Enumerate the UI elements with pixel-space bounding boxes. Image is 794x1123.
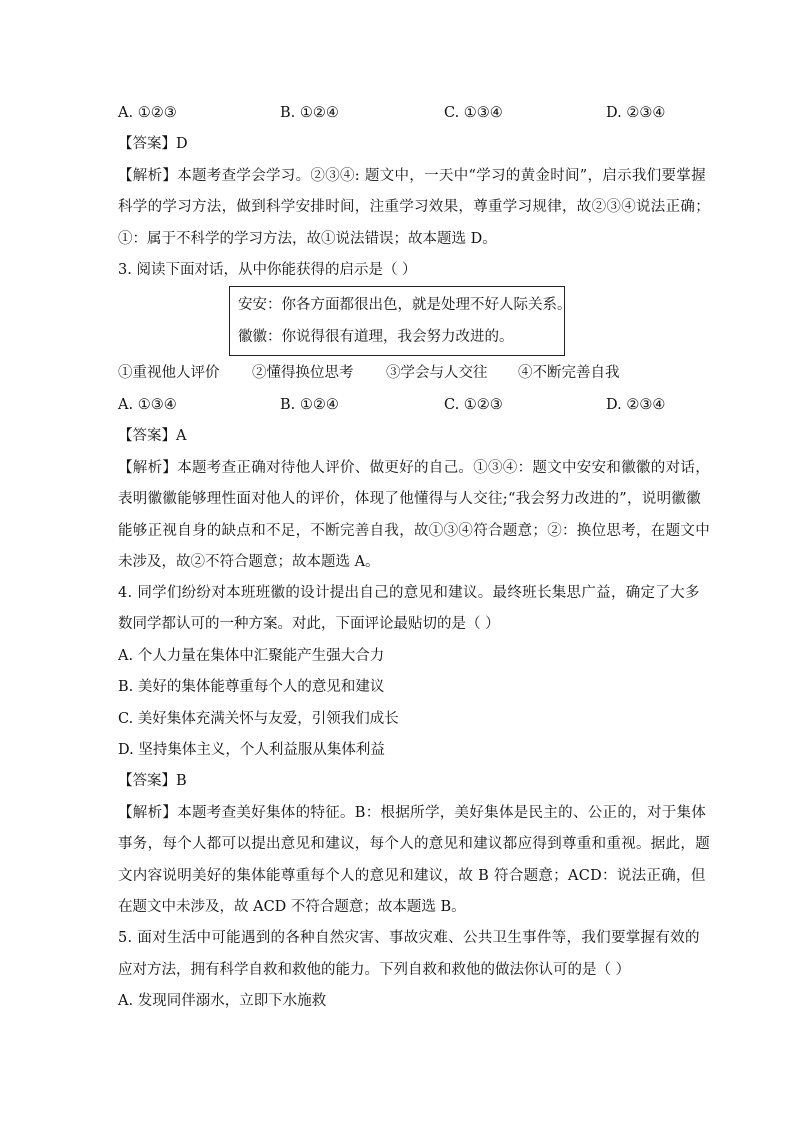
q3-option-a: A. ①③④ — [118, 397, 177, 413]
q4-analysis-line: 【解析】本题考查美好集体的特征。B：根据所学，美好集体是民主的、公正的，对于集体 — [118, 805, 707, 821]
q3-item: ④不断完善自我 — [518, 365, 620, 381]
q3-analysis-line: 未涉及，故②不符合题意；故本题选 A。 — [118, 554, 380, 570]
q4-stem-line: 4. 同学们纷纷对本班班徽的设计提出自己的意见和建议。最终班长集思广益，确定了大多 — [118, 585, 700, 601]
q2-answer: 【答案】D — [118, 136, 188, 152]
q3-item: ②懂得换位思考 — [252, 365, 354, 381]
q4-option-a: A. 个人力量在集体中汇聚能产生强大合力 — [118, 648, 385, 664]
q2-analysis-line: ①：属于不科学的学习方法，故①说法错误；故本题选 D。 — [118, 231, 497, 247]
q2-option-b: B. ①②④ — [280, 105, 339, 121]
q3-stem: 3. 阅读下面对话，从中你能获得的启示是（ ） — [118, 262, 417, 278]
q5-option-a: A. 发现同伴溺水，立即下水施救 — [118, 993, 327, 1009]
q2-analysis-line: 科学的学习方法，做到科学安排时间，注重学习效果，尊重学习规律，故②③④说法正确； — [118, 199, 710, 215]
q3-option-d: D. ②③④ — [606, 397, 666, 413]
q4-stem-line: 数同学都认可的一种方案。对此，下面评论最贴切的是（ ） — [118, 616, 500, 632]
q4-option-c: C. 美好集体充满关怀与友爱，引领我们成长 — [118, 711, 399, 727]
q2-option-a: A. ①②③ — [118, 105, 177, 121]
q3-dialogue-box — [229, 286, 572, 356]
q4-analysis-line: 文内容说明美好的集体能尊重每个人的意见和建议，故 B 符合题意；ACD：说法正确，但 — [118, 868, 706, 884]
q3-option-c: C. ①②③ — [444, 397, 503, 413]
q3-options — [118, 395, 678, 415]
q4-analysis-line: 事务，每个人都可以提出意见和建议，每个人的意见和建议都应得到尊重和重视。据此，题 — [118, 836, 710, 852]
q4-option-d: D. 坚持集体主义，个人利益服从集体利益 — [118, 742, 385, 758]
q3-option-b: B. ①②④ — [280, 397, 339, 413]
q3-dialogue-line: 安安：你各方面都很出色，就是处理不好人际关系。 — [238, 297, 572, 313]
q5-stem-line: 5. 面对生活中可能遇到的各种自然灾害、事故灾难、公共卫生事件等，我们要掌握有效的 — [118, 930, 700, 946]
q3-analysis-line: 能够正视自身的缺点和不足，不断完善自我，故①③④符合题意；②：换位思考，在题文中 — [118, 523, 710, 539]
q4-analysis-line: 在题文中未涉及，故 ACD 不符合题意；故本题选 B。 — [118, 899, 466, 915]
q3-item: ③学会与人交往 — [386, 365, 488, 381]
q2-analysis-line: 【解析】本题考查学会学习。②③④: 题文中，一天中“学习的黄金时间”，启示我们要掌握 — [118, 168, 706, 184]
q4-answer: 【答案】B — [118, 773, 187, 789]
q3-dialogue-line: 徽徽：你说得很有道理，我会努力改进的。 — [238, 329, 514, 345]
q5-stem-line: 应对方法，拥有科学自救和救他的能力。下列自救和救他的做法你认可的是（ ） — [118, 962, 631, 978]
q2-option-c: C. ①③④ — [444, 105, 503, 121]
q2-option-d: D. ②③④ — [606, 105, 666, 121]
q3-item: ①重视他人评价 — [118, 365, 220, 381]
q2-options — [118, 103, 678, 123]
q3-analysis-line: 【解析】本题考查正确对待他人评价、做更好的自己。①③④：题文中安安和徽徽的对话， — [118, 460, 710, 476]
q4-option-b: B. 美好的集体能尊重每个人的意见和建议 — [118, 679, 385, 695]
q3-answer: 【答案】A — [118, 428, 187, 444]
q3-analysis-line: 表明徽徽能够理性面对他人的评价，体现了他懂得与人交往;“我会努力改进的”，说明徽徽 — [118, 491, 702, 507]
